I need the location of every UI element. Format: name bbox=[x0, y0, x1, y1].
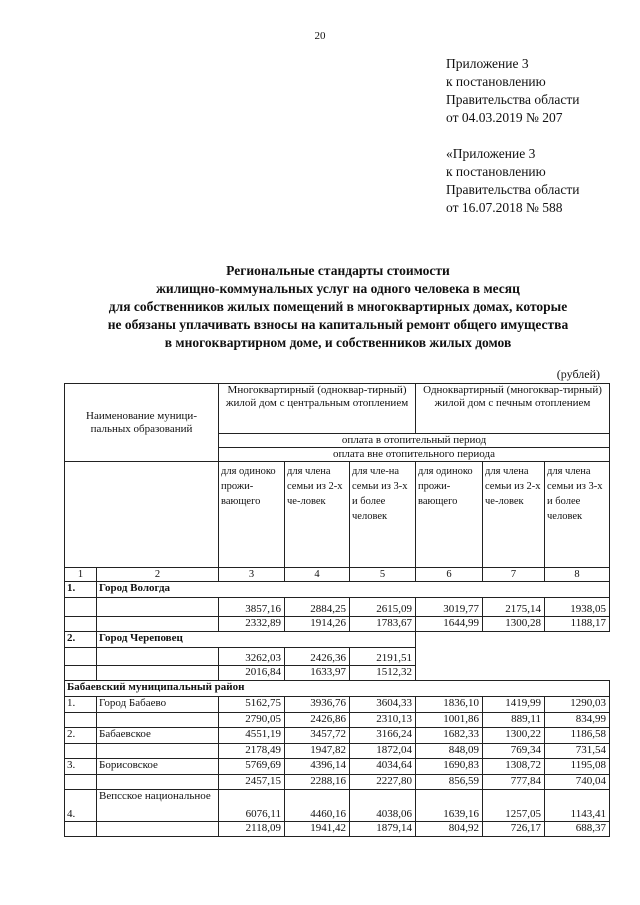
value-cell: 769,34 bbox=[483, 744, 545, 759]
column-number: 7 bbox=[483, 568, 545, 582]
table-row bbox=[65, 598, 610, 617]
column-number: 4 bbox=[285, 568, 350, 582]
column-number: 5 bbox=[350, 568, 416, 582]
value-cell: 2178,49 bbox=[219, 744, 285, 759]
value-cell: 1783,67 bbox=[350, 617, 416, 632]
value-cell: 777,84 bbox=[483, 775, 545, 790]
title-line: в многоквартирном доме, и собственников жилых домов bbox=[164, 335, 512, 350]
value-cell: 2332,89 bbox=[219, 617, 285, 632]
value-cell: 1290,03 bbox=[545, 697, 610, 713]
column-number: 6 bbox=[416, 568, 483, 582]
value-cell: 1419,99 bbox=[483, 697, 545, 713]
value-cell: 2426,86 bbox=[285, 713, 350, 728]
appendix-line: Правительства области bbox=[446, 92, 580, 107]
title-line: Региональные стандарты стоимости bbox=[226, 263, 450, 278]
header-municipality: Наименование муници-пальных образований bbox=[65, 384, 219, 462]
table-row bbox=[65, 728, 610, 744]
value-cell: 4038,06 bbox=[350, 790, 416, 822]
value-cell: 5769,69 bbox=[219, 759, 285, 775]
value-cell: 1195,08 bbox=[545, 759, 610, 775]
value-cell: 834,99 bbox=[545, 713, 610, 728]
column-number: 3 bbox=[219, 568, 285, 582]
title-line: для собственников жилых помещений в многоквартирных домах, которые bbox=[108, 299, 568, 314]
value-cell: 1941,42 bbox=[285, 822, 350, 837]
value-cell: 848,09 bbox=[416, 744, 483, 759]
value-cell: 1300,28 bbox=[483, 617, 545, 632]
value-cell: 726,17 bbox=[483, 822, 545, 837]
value-cell: 2457,15 bbox=[219, 775, 285, 790]
value-cell: 804,92 bbox=[416, 822, 483, 837]
value-cell: 3262,03 bbox=[219, 648, 285, 666]
value-cell: 1186,58 bbox=[545, 728, 610, 744]
value-cell: 2175,14 bbox=[483, 598, 545, 617]
appendix-line: к постановлению bbox=[446, 74, 546, 89]
district-header: Бабаевский муниципальный район bbox=[65, 681, 610, 697]
value-cell: 1257,05 bbox=[483, 790, 545, 822]
value-cell: 2426,36 bbox=[285, 648, 350, 666]
table-row bbox=[65, 697, 610, 713]
value-cell: 5162,75 bbox=[219, 697, 285, 713]
settlement-name: Вепсское национальное bbox=[97, 790, 219, 822]
title-line: жилищно-коммунальных услуг на одного человека в месяц bbox=[156, 281, 520, 296]
appendix-line: «Приложение 3 bbox=[446, 146, 536, 161]
page-number: 20 bbox=[314, 30, 326, 42]
row-index: 1. bbox=[65, 582, 97, 598]
value-cell: 4396,14 bbox=[285, 759, 350, 775]
value-cell: 3936,76 bbox=[285, 697, 350, 713]
appendix-line: от 16.07.2018 № 588 bbox=[446, 200, 563, 215]
value-cell: 1512,32 bbox=[350, 666, 416, 681]
value-cell: 3604,33 bbox=[350, 697, 416, 713]
value-cell: 2016,84 bbox=[219, 666, 285, 681]
table-row bbox=[65, 744, 610, 759]
appendix-line: Приложение 3 bbox=[446, 56, 529, 71]
value-cell: 2288,16 bbox=[285, 775, 350, 790]
header-central-heating: Многоквартирный (одноквар-тирный) жилой дом с центральным отоплением bbox=[219, 384, 416, 434]
table-row bbox=[65, 617, 610, 632]
value-cell: 1143,41 bbox=[545, 790, 610, 822]
value-cell: 1644,99 bbox=[416, 617, 483, 632]
value-cell: 3166,24 bbox=[350, 728, 416, 744]
appendix-current bbox=[446, 55, 579, 127]
value-cell: 1836,10 bbox=[416, 697, 483, 713]
table-row bbox=[65, 759, 610, 775]
value-cell: 740,04 bbox=[545, 775, 610, 790]
settlement-name: Борисовское bbox=[97, 759, 219, 775]
row-index: 2. bbox=[65, 728, 97, 744]
value-cell: 688,37 bbox=[545, 822, 610, 837]
header-heating-period: оплата в отопительный период bbox=[219, 434, 610, 448]
appendix-line: Правительства области bbox=[446, 182, 580, 197]
unit-label: (рублей) bbox=[556, 367, 600, 381]
value-cell: 1682,33 bbox=[416, 728, 483, 744]
column-number: 1 bbox=[65, 568, 97, 582]
table-row bbox=[65, 775, 610, 790]
value-cell: 4034,64 bbox=[350, 759, 416, 775]
value-cell: 2118,09 bbox=[219, 822, 285, 837]
row-index: 4. bbox=[65, 790, 97, 822]
value-cell: 4460,16 bbox=[285, 790, 350, 822]
value-cell: 1633,97 bbox=[285, 666, 350, 681]
value-cell: 3857,16 bbox=[219, 598, 285, 617]
value-cell: 856,59 bbox=[416, 775, 483, 790]
value-cell: 2191,51 bbox=[350, 648, 416, 666]
value-cell: 1188,17 bbox=[545, 617, 610, 632]
value-cell: 2790,05 bbox=[219, 713, 285, 728]
value-cell: 1914,26 bbox=[285, 617, 350, 632]
city-name: Город Вологда bbox=[97, 582, 610, 598]
header-two-person: для члена семьи из 2-х че-ловек bbox=[483, 462, 545, 568]
document-title bbox=[40, 262, 636, 352]
value-cell: 3457,72 bbox=[285, 728, 350, 744]
appendix-line: к постановлению bbox=[446, 164, 546, 179]
value-cell: 4551,19 bbox=[219, 728, 285, 744]
value-cell: 1308,72 bbox=[483, 759, 545, 775]
header-three-person: для чле-на семьи из 3-х и более человек bbox=[350, 462, 416, 568]
value-cell: 1001,86 bbox=[416, 713, 483, 728]
header-empty-cell bbox=[65, 462, 219, 568]
settlement-name: Бабаевское bbox=[97, 728, 219, 744]
value-cell: 1690,83 bbox=[416, 759, 483, 775]
value-cell: 1938,05 bbox=[545, 598, 610, 617]
city-name: Город Череповец bbox=[97, 632, 416, 648]
header-single: для одиноко прожи-вающего bbox=[219, 462, 285, 568]
value-cell: 1879,14 bbox=[350, 822, 416, 837]
table-row bbox=[65, 822, 610, 837]
header-stove-heating: Одноквартирный (многоквар-тирный) жилой дом с печным отоплением bbox=[416, 384, 610, 434]
appendix-previous bbox=[446, 145, 579, 217]
header-non-heating-period: оплата вне отопительного периода bbox=[219, 448, 610, 462]
title-line: не обязаны уплачивать взносы на капитальный ремонт общего имущества bbox=[107, 317, 569, 332]
column-number: 2 bbox=[97, 568, 219, 582]
row-index: 3. bbox=[65, 759, 97, 775]
value-cell: 6076,11 bbox=[219, 790, 285, 822]
value-cell: 2310,13 bbox=[350, 713, 416, 728]
table-row bbox=[65, 790, 610, 822]
value-cell: 2884,25 bbox=[285, 598, 350, 617]
value-cell: 1639,16 bbox=[416, 790, 483, 822]
column-number: 8 bbox=[545, 568, 610, 582]
value-cell: 3019,77 bbox=[416, 598, 483, 617]
value-cell: 889,11 bbox=[483, 713, 545, 728]
value-cell: 2615,09 bbox=[350, 598, 416, 617]
standards-table bbox=[64, 383, 610, 837]
value-cell: 1872,04 bbox=[350, 744, 416, 759]
header-two-person: для члена семьи из 2-х че-ловек bbox=[285, 462, 350, 568]
header-three-person: для члена семьи из 3-х и более человек bbox=[545, 462, 610, 568]
appendix-line: от 04.03.2019 № 207 bbox=[446, 110, 563, 125]
row-index: 2. bbox=[65, 632, 97, 648]
value-cell: 731,54 bbox=[545, 744, 610, 759]
row-index: 1. bbox=[65, 697, 97, 713]
settlement-name: Город Бабаево bbox=[97, 697, 219, 713]
value-cell: 2227,80 bbox=[350, 775, 416, 790]
table-row bbox=[65, 648, 610, 666]
table-row bbox=[65, 666, 610, 681]
value-cell: 1300,22 bbox=[483, 728, 545, 744]
value-cell: 1947,82 bbox=[285, 744, 350, 759]
header-single: для одиноко прожи-вающего bbox=[416, 462, 483, 568]
table-row bbox=[65, 713, 610, 728]
